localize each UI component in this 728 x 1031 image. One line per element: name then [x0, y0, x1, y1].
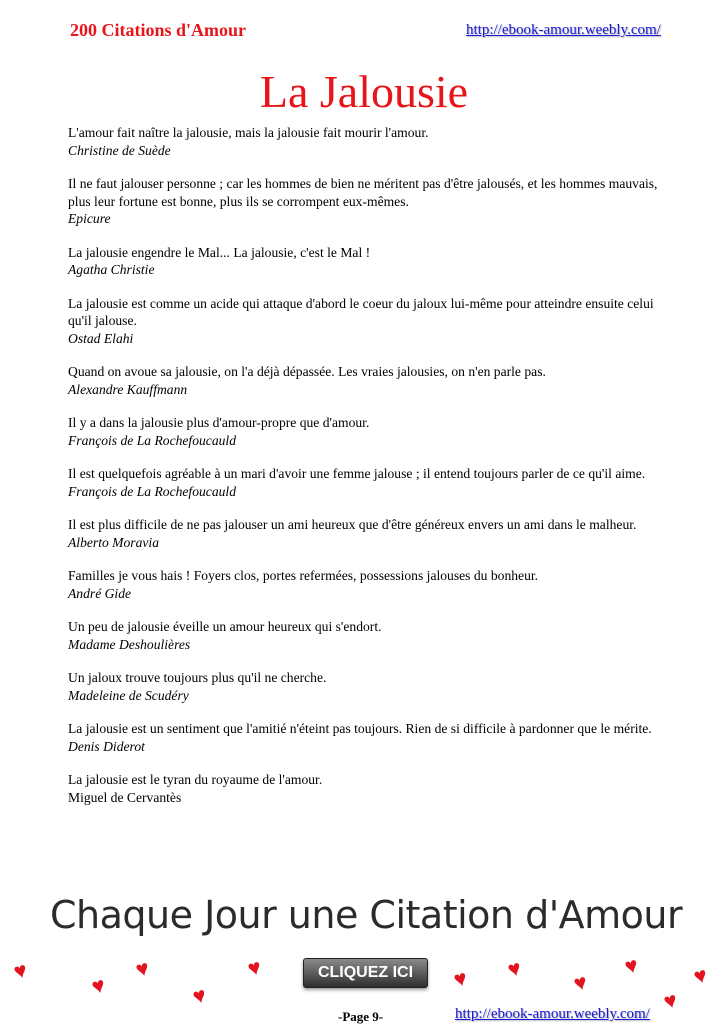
heart-icon: ♥ [450, 964, 470, 993]
quote-text: Il est quelquefois agréable à un mari d'avoir une femme jalouse ; il entend toujours parler de ce qu'il aime. [68, 466, 646, 481]
heart-icon: ♥ [132, 954, 152, 983]
quote-item [68, 465, 668, 500]
page-number: -Page 9- [338, 1009, 384, 1024]
quote-author: Alexandre Kauffmann [68, 381, 188, 397]
quote-item [68, 771, 668, 806]
heart-icon: ♥ [244, 953, 264, 982]
quote-text: L'amour fait naître la jalousie, mais la jalousie fait mourir l'amour. [68, 125, 429, 140]
quote-author: Epicure [68, 211, 111, 226]
document-title: 200 Citations d'Amour [70, 20, 247, 40]
quote-author: Miguel de Cervantès [68, 789, 182, 805]
quote-item [68, 414, 668, 449]
quote-author: Madame Deshoulières [68, 636, 191, 652]
quote-author: Christine de Suède [68, 142, 171, 158]
quote-author: Alberto Moravia [68, 534, 159, 550]
heart-icon: ♥ [504, 954, 524, 983]
quote-author: Denis Diderot [68, 738, 145, 754]
quote-author: François de La Rochefoucauld [68, 483, 237, 499]
footer-link[interactable]: http://ebook-amour.weebly.com/ [455, 1006, 650, 1022]
header-link[interactable]: http://ebook-amour.weebly.com/ [466, 22, 661, 38]
quote-text: Familles je vous hais ! Foyers clos, portes refermées, possessions jalouses du bonheur. [68, 568, 539, 583]
banner-text: Chaque Jour une Citation d'Amour [50, 893, 683, 937]
quote-text: Un jaloux trouve toujours plus qu'il ne cherche. [68, 670, 327, 685]
quote-item [68, 244, 668, 279]
heart-icon: ♥ [88, 971, 108, 1000]
heart-icon: ♥ [690, 961, 710, 990]
quote-item [68, 567, 668, 602]
quote-text: Quand on avoue sa jalousie, on l'a déjà dépassée. Les vraies jalousies, on n'en parle pas. [68, 364, 546, 379]
quote-item [68, 175, 668, 228]
quote-text: La jalousie est le tyran du royaume de l'amour. [68, 772, 323, 787]
heart-icon: ♥ [10, 956, 30, 985]
quote-text: La jalousie engendre le Mal... La jalousie, c'est le Mal ! [68, 244, 371, 260]
quote-item [68, 516, 668, 551]
quote-text: Il ne faut jalouser personne ; car les hommes de bien ne méritent pas d'être jalousés, et les hommes mauvais, plus leur fortune est bonne, plus ils se corrompent eux-mêmes. [68, 176, 658, 209]
quote-item [68, 669, 668, 704]
quote-item [68, 720, 668, 755]
heart-icon: ♥ [570, 968, 590, 997]
heart-icon: ♥ [660, 986, 680, 1015]
heart-icon: ♥ [189, 981, 209, 1010]
quote-list [68, 124, 668, 822]
quote-item [68, 295, 668, 348]
quote-author: Madeleine de Scudéry [68, 687, 189, 703]
cliquez-ici-button[interactable]: CLIQUEZ ICI [303, 958, 428, 988]
quote-text: Un peu de jalousie éveille un amour heureux qui s'endort. [68, 619, 382, 634]
quote-text: La jalousie est comme un acide qui attaque d'abord le coeur du jaloux lui-même pour atteindre ensuite celui qu'il jalouse. [68, 295, 654, 328]
heart-icon: ♥ [621, 951, 641, 980]
quote-text: Il y a dans la jalousie plus d'amour-propre que d'amour. [68, 415, 370, 430]
quote-text: La jalousie est un sentiment que l'amitié n'éteint pas toujours. Rien de si difficile à pardonner que le mérite. [68, 721, 652, 736]
quote-item [68, 363, 668, 398]
quote-author: François de La Rochefoucauld [68, 432, 237, 448]
quote-item [68, 124, 668, 159]
quote-author: André Gide [68, 585, 132, 601]
quote-author: Ostad Elahi [68, 330, 134, 346]
quote-item [68, 618, 668, 653]
quote-text: Il est plus difficile de ne pas jalouser un ami heureux que d'être généreux envers un ami dans le malheur. [68, 517, 637, 532]
page-title: La Jalousie [259, 66, 469, 117]
quote-author: Agatha Christie [68, 262, 155, 277]
